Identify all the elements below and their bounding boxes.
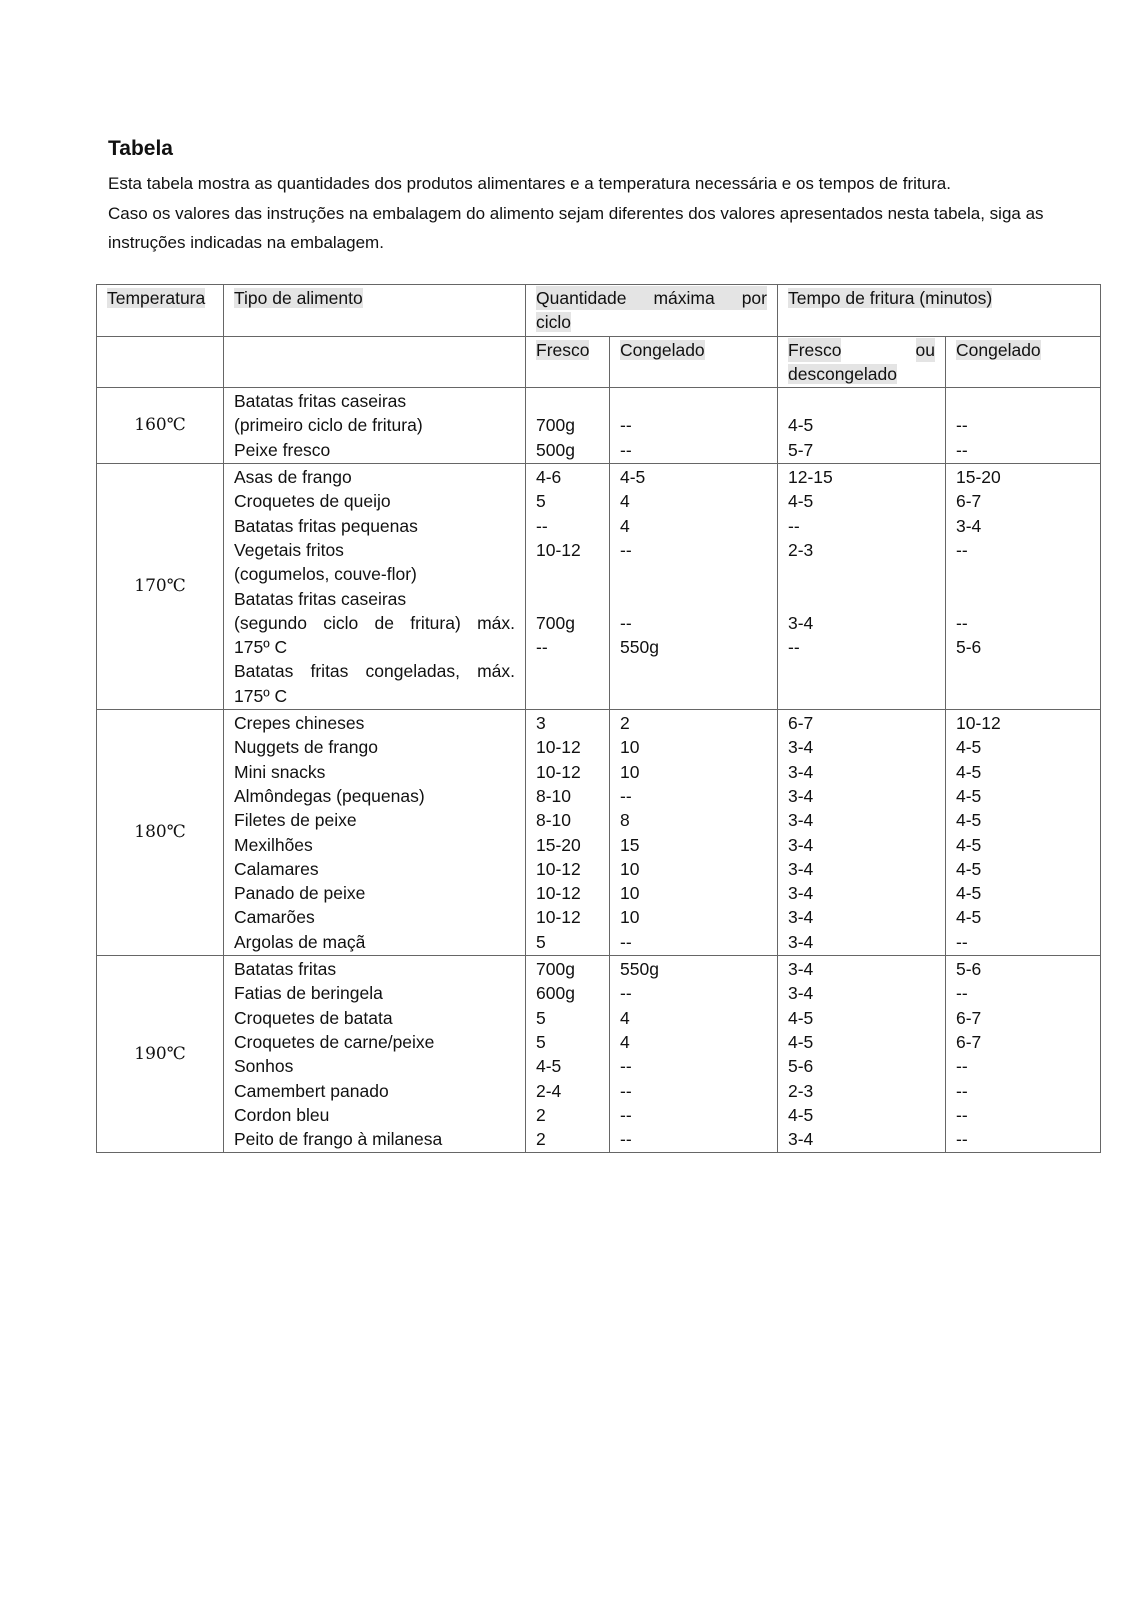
time-fresh: 4-5 bbox=[788, 1104, 814, 1125]
quantity-frozen: 550g bbox=[620, 959, 659, 980]
temperature-group-row bbox=[97, 956, 1101, 1153]
quantity-fresh: 10-12 bbox=[536, 858, 581, 879]
time-frozen: -- bbox=[956, 931, 968, 952]
quantity-fresh-cell bbox=[526, 956, 610, 1153]
time-fresh-cell bbox=[778, 464, 946, 710]
food-name: Peito de frango à milanesa bbox=[234, 1129, 443, 1150]
time-frozen: -- bbox=[956, 415, 968, 436]
time-frozen: -- bbox=[956, 1104, 968, 1125]
quantity-frozen: -- bbox=[620, 539, 632, 560]
temperature-group-row bbox=[97, 464, 1101, 710]
quantity-fresh: 700g bbox=[536, 415, 575, 436]
quantity-fresh: 5 bbox=[536, 491, 546, 512]
quantity-fresh: 10-12 bbox=[536, 737, 581, 758]
quantity-frozen bbox=[620, 562, 767, 586]
time-fresh: 2-3 bbox=[788, 539, 814, 560]
time-frozen bbox=[956, 389, 1090, 413]
time-frozen: -- bbox=[956, 983, 968, 1004]
time-fresh: 4-5 bbox=[788, 491, 814, 512]
time-frozen: 4-5 bbox=[956, 883, 982, 904]
food-type-cell bbox=[224, 464, 526, 710]
food-name: Asas de frango bbox=[234, 467, 352, 488]
time-frozen: -- bbox=[956, 612, 968, 633]
food-name: Calamares bbox=[234, 858, 319, 879]
quantity-fresh bbox=[536, 587, 599, 611]
quantity-fresh: 2 bbox=[536, 1104, 546, 1125]
time-fresh: 3-4 bbox=[788, 1129, 814, 1150]
quantity-fresh: -- bbox=[536, 515, 548, 536]
time-fresh: 2-3 bbox=[788, 1080, 814, 1101]
time-fresh: 3-4 bbox=[788, 737, 814, 758]
time-fresh bbox=[788, 562, 935, 586]
quantity-frozen: 4 bbox=[620, 491, 630, 512]
time-frozen: 4-5 bbox=[956, 761, 982, 782]
time-frozen: -- bbox=[956, 439, 968, 460]
quantity-frozen: -- bbox=[620, 983, 632, 1004]
quantity-frozen: -- bbox=[620, 785, 632, 806]
quantity-fresh bbox=[536, 684, 599, 708]
time-frozen bbox=[956, 562, 1090, 586]
time-fresh: 12-15 bbox=[788, 467, 833, 488]
quantity-fresh-cell bbox=[526, 388, 610, 464]
quantity-fresh: 4-5 bbox=[536, 1056, 562, 1077]
food-name: Peixe fresco bbox=[234, 439, 331, 460]
time-fresh: 3-4 bbox=[788, 612, 814, 633]
food-name: Camarões bbox=[234, 907, 315, 928]
quantity-frozen bbox=[620, 389, 767, 413]
food-name: Batatas fritas caseiras bbox=[234, 391, 407, 412]
quantity-frozen: 10 bbox=[620, 737, 640, 758]
time-fresh: 3-4 bbox=[788, 785, 814, 806]
food-name: Batatas fritas pequenas bbox=[234, 515, 418, 536]
time-frozen: -- bbox=[956, 1080, 968, 1101]
time-frozen: 3-4 bbox=[956, 515, 982, 536]
food-name: Cordon bleu bbox=[234, 1104, 330, 1125]
time-fresh: -- bbox=[788, 637, 800, 658]
food-name: Camembert panado bbox=[234, 1080, 389, 1101]
time-fresh: 3-4 bbox=[788, 858, 814, 879]
quantity-fresh bbox=[536, 389, 599, 413]
quantity-fresh-cell bbox=[526, 710, 610, 956]
quantity-fresh bbox=[536, 562, 599, 586]
time-fresh: 3-4 bbox=[788, 983, 814, 1004]
quantity-frozen: -- bbox=[620, 1129, 632, 1150]
subheader-fresh-or-thawed: Fresco ou descongelado bbox=[778, 336, 946, 388]
food-name: Vegetais fritos bbox=[234, 539, 344, 560]
quantity-fresh: 5 bbox=[536, 931, 546, 952]
quantity-fresh: 5 bbox=[536, 1007, 546, 1028]
temperature-cell: 180℃ bbox=[97, 710, 224, 956]
quantity-frozen bbox=[620, 684, 767, 708]
quantity-frozen: 4 bbox=[620, 515, 630, 536]
time-fresh: 4-5 bbox=[788, 1031, 814, 1052]
quantity-frozen-cell bbox=[610, 464, 778, 710]
time-fresh: 3-4 bbox=[788, 761, 814, 782]
food-name: Batatas fritas caseiras bbox=[234, 588, 407, 609]
food-name: Croquetes de carne/peixe bbox=[234, 1031, 435, 1052]
time-frozen: 6-7 bbox=[956, 1031, 982, 1052]
subheader-fresh: Fresco bbox=[526, 336, 610, 388]
time-frozen: 4-5 bbox=[956, 737, 982, 758]
quantity-fresh: 15-20 bbox=[536, 834, 581, 855]
food-name: (cogumelos, couve-flor) bbox=[234, 564, 417, 585]
header-temperature: Temperatura bbox=[97, 285, 224, 337]
quantity-frozen: -- bbox=[620, 1056, 632, 1077]
time-frozen bbox=[956, 659, 1090, 683]
time-fresh bbox=[788, 659, 935, 683]
time-frozen: -- bbox=[956, 539, 968, 560]
quantity-fresh: -- bbox=[536, 637, 548, 658]
time-frozen: 5-6 bbox=[956, 959, 982, 980]
document-title: Tabela bbox=[108, 137, 173, 160]
quantity-frozen: 8 bbox=[620, 810, 630, 831]
intro-paragraph: Esta tabela mostra as quantidades dos produtos alimentares e a temperatura necessária e os tempos de fritura. bbox=[108, 174, 951, 193]
temperature-cell: 170℃ bbox=[97, 464, 224, 710]
quantity-frozen: 10 bbox=[620, 858, 640, 879]
food-name: Panado de peixe bbox=[234, 883, 366, 904]
time-fresh: 4-5 bbox=[788, 415, 814, 436]
quantity-frozen: 10 bbox=[620, 907, 640, 928]
food-name: Fatias de beringela bbox=[234, 983, 383, 1004]
subheader-frozen-time: Congelado bbox=[946, 336, 1101, 388]
food-name: Crepes chineses bbox=[234, 713, 365, 734]
food-name: 175º C bbox=[234, 685, 288, 706]
header-word: Quantidade bbox=[536, 288, 627, 308]
food-name: Nuggets de frango bbox=[234, 737, 378, 758]
time-frozen: 6-7 bbox=[956, 1007, 982, 1028]
time-fresh: 3-4 bbox=[788, 883, 814, 904]
quantity-fresh-cell bbox=[526, 464, 610, 710]
quantity-frozen bbox=[620, 659, 767, 683]
food-name: Sonhos bbox=[234, 1056, 294, 1077]
quantity-fresh: 2-4 bbox=[536, 1080, 562, 1101]
time-frozen-cell bbox=[946, 388, 1101, 464]
quantity-frozen: 550g bbox=[620, 637, 659, 658]
quantity-fresh: 10-12 bbox=[536, 539, 581, 560]
food-name: 175º C bbox=[234, 637, 288, 658]
food-name: Mini snacks bbox=[234, 761, 326, 782]
header-frying-time: Tempo de fritura (minutos) bbox=[778, 285, 1101, 337]
quantity-fresh bbox=[536, 659, 599, 683]
food-name: Croquetes de batata bbox=[234, 1007, 393, 1028]
intro-paragraph: Caso os valores das instruções na embalagem do alimento sejam diferentes dos valores apresentados nesta tabela, siga as instruções indicadas na embalagem. bbox=[108, 203, 1044, 252]
time-frozen: -- bbox=[956, 1129, 968, 1150]
quantity-frozen: -- bbox=[620, 1104, 632, 1125]
time-fresh: 5-6 bbox=[788, 1056, 814, 1077]
time-fresh: 3-4 bbox=[788, 907, 814, 928]
temperature-group-row bbox=[97, 710, 1101, 956]
time-frozen-cell bbox=[946, 464, 1101, 710]
quantity-frozen: 15 bbox=[620, 834, 640, 855]
time-frozen: 4-5 bbox=[956, 858, 982, 879]
food-name: Batatas fritas congeladas, máx. bbox=[234, 661, 515, 682]
quantity-frozen-cell bbox=[610, 956, 778, 1153]
subheader-frozen: Congelado bbox=[610, 336, 778, 388]
time-frozen-cell bbox=[946, 710, 1101, 956]
time-frozen: 4-5 bbox=[956, 907, 982, 928]
time-frozen: 15-20 bbox=[956, 467, 1001, 488]
time-frozen: 10-12 bbox=[956, 713, 1001, 734]
header-word: máxima bbox=[653, 288, 715, 308]
quantity-frozen: -- bbox=[620, 612, 632, 633]
time-frozen: -- bbox=[956, 1056, 968, 1077]
food-name: (primeiro ciclo de fritura) bbox=[234, 415, 423, 436]
quantity-frozen: 4-5 bbox=[620, 467, 646, 488]
time-frozen bbox=[956, 587, 1090, 611]
time-fresh: 3-4 bbox=[788, 959, 814, 980]
quantity-frozen: 10 bbox=[620, 883, 640, 904]
quantity-fresh: 10-12 bbox=[536, 761, 581, 782]
quantity-fresh: 4-6 bbox=[536, 467, 562, 488]
quantity-frozen-cell bbox=[610, 388, 778, 464]
quantity-frozen bbox=[620, 587, 767, 611]
time-fresh: -- bbox=[788, 515, 800, 536]
quantity-frozen: 2 bbox=[620, 713, 630, 734]
subheader-row bbox=[97, 336, 1101, 388]
time-fresh: 5-7 bbox=[788, 439, 814, 460]
time-frozen: 4-5 bbox=[956, 810, 982, 831]
header-row bbox=[97, 285, 1101, 337]
frying-table bbox=[96, 284, 1101, 1153]
quantity-frozen: 4 bbox=[620, 1007, 630, 1028]
header-word: por bbox=[741, 288, 767, 308]
time-fresh bbox=[788, 684, 935, 708]
quantity-frozen: -- bbox=[620, 931, 632, 952]
time-frozen-cell bbox=[946, 956, 1101, 1153]
quantity-frozen-cell bbox=[610, 710, 778, 956]
header-food-type: Tipo de alimento bbox=[224, 285, 526, 337]
quantity-fresh: 10-12 bbox=[536, 907, 581, 928]
time-fresh: 3-4 bbox=[788, 931, 814, 952]
temperature-cell: 190℃ bbox=[97, 956, 224, 1153]
quantity-fresh: 700g bbox=[536, 959, 575, 980]
quantity-frozen: -- bbox=[620, 439, 632, 460]
quantity-fresh: 600g bbox=[536, 983, 575, 1004]
food-type-cell bbox=[224, 956, 526, 1153]
food-name: (segundo ciclo de fritura) máx. bbox=[234, 612, 515, 633]
header-max-quantity: Quantidade máxima por ciclo bbox=[526, 285, 778, 337]
quantity-fresh: 500g bbox=[536, 439, 575, 460]
header-max-quantity-line bbox=[536, 286, 767, 310]
time-frozen: 6-7 bbox=[956, 491, 982, 512]
time-fresh-cell bbox=[778, 956, 946, 1153]
time-frozen: 4-5 bbox=[956, 785, 982, 806]
quantity-fresh: 3 bbox=[536, 713, 546, 734]
food-name: Mexilhões bbox=[234, 834, 313, 855]
time-fresh: 6-7 bbox=[788, 713, 814, 734]
food-name: Argolas de maçã bbox=[234, 931, 366, 952]
quantity-frozen: 4 bbox=[620, 1031, 630, 1052]
quantity-frozen: -- bbox=[620, 1080, 632, 1101]
time-fresh bbox=[788, 587, 935, 611]
time-frozen: 4-5 bbox=[956, 834, 982, 855]
empty-cell bbox=[97, 336, 224, 388]
food-name: Filetes de peixe bbox=[234, 810, 357, 831]
quantity-fresh: 5 bbox=[536, 1031, 546, 1052]
food-type-cell bbox=[224, 388, 526, 464]
food-name: Batatas fritas bbox=[234, 959, 337, 980]
quantity-fresh: 2 bbox=[536, 1129, 546, 1150]
food-type-cell bbox=[224, 710, 526, 956]
time-frozen: 5-6 bbox=[956, 637, 982, 658]
quantity-frozen: -- bbox=[620, 415, 632, 436]
quantity-fresh: 8-10 bbox=[536, 810, 572, 831]
time-fresh-cell bbox=[778, 388, 946, 464]
time-fresh: 3-4 bbox=[788, 810, 814, 831]
time-fresh bbox=[788, 389, 935, 413]
empty-cell bbox=[224, 336, 526, 388]
temperature-cell: 160℃ bbox=[97, 388, 224, 464]
quantity-fresh: 8-10 bbox=[536, 785, 572, 806]
food-name: Almôndegas (pequenas) bbox=[234, 785, 425, 806]
food-name: Croquetes de queijo bbox=[234, 491, 391, 512]
quantity-fresh: 10-12 bbox=[536, 883, 581, 904]
time-frozen bbox=[956, 684, 1090, 708]
time-fresh: 3-4 bbox=[788, 834, 814, 855]
temperature-group-row bbox=[97, 388, 1101, 464]
intro-text bbox=[108, 169, 1088, 258]
quantity-fresh: 700g bbox=[536, 612, 575, 633]
time-fresh-cell bbox=[778, 710, 946, 956]
time-fresh: 4-5 bbox=[788, 1007, 814, 1028]
quantity-frozen: 10 bbox=[620, 761, 640, 782]
